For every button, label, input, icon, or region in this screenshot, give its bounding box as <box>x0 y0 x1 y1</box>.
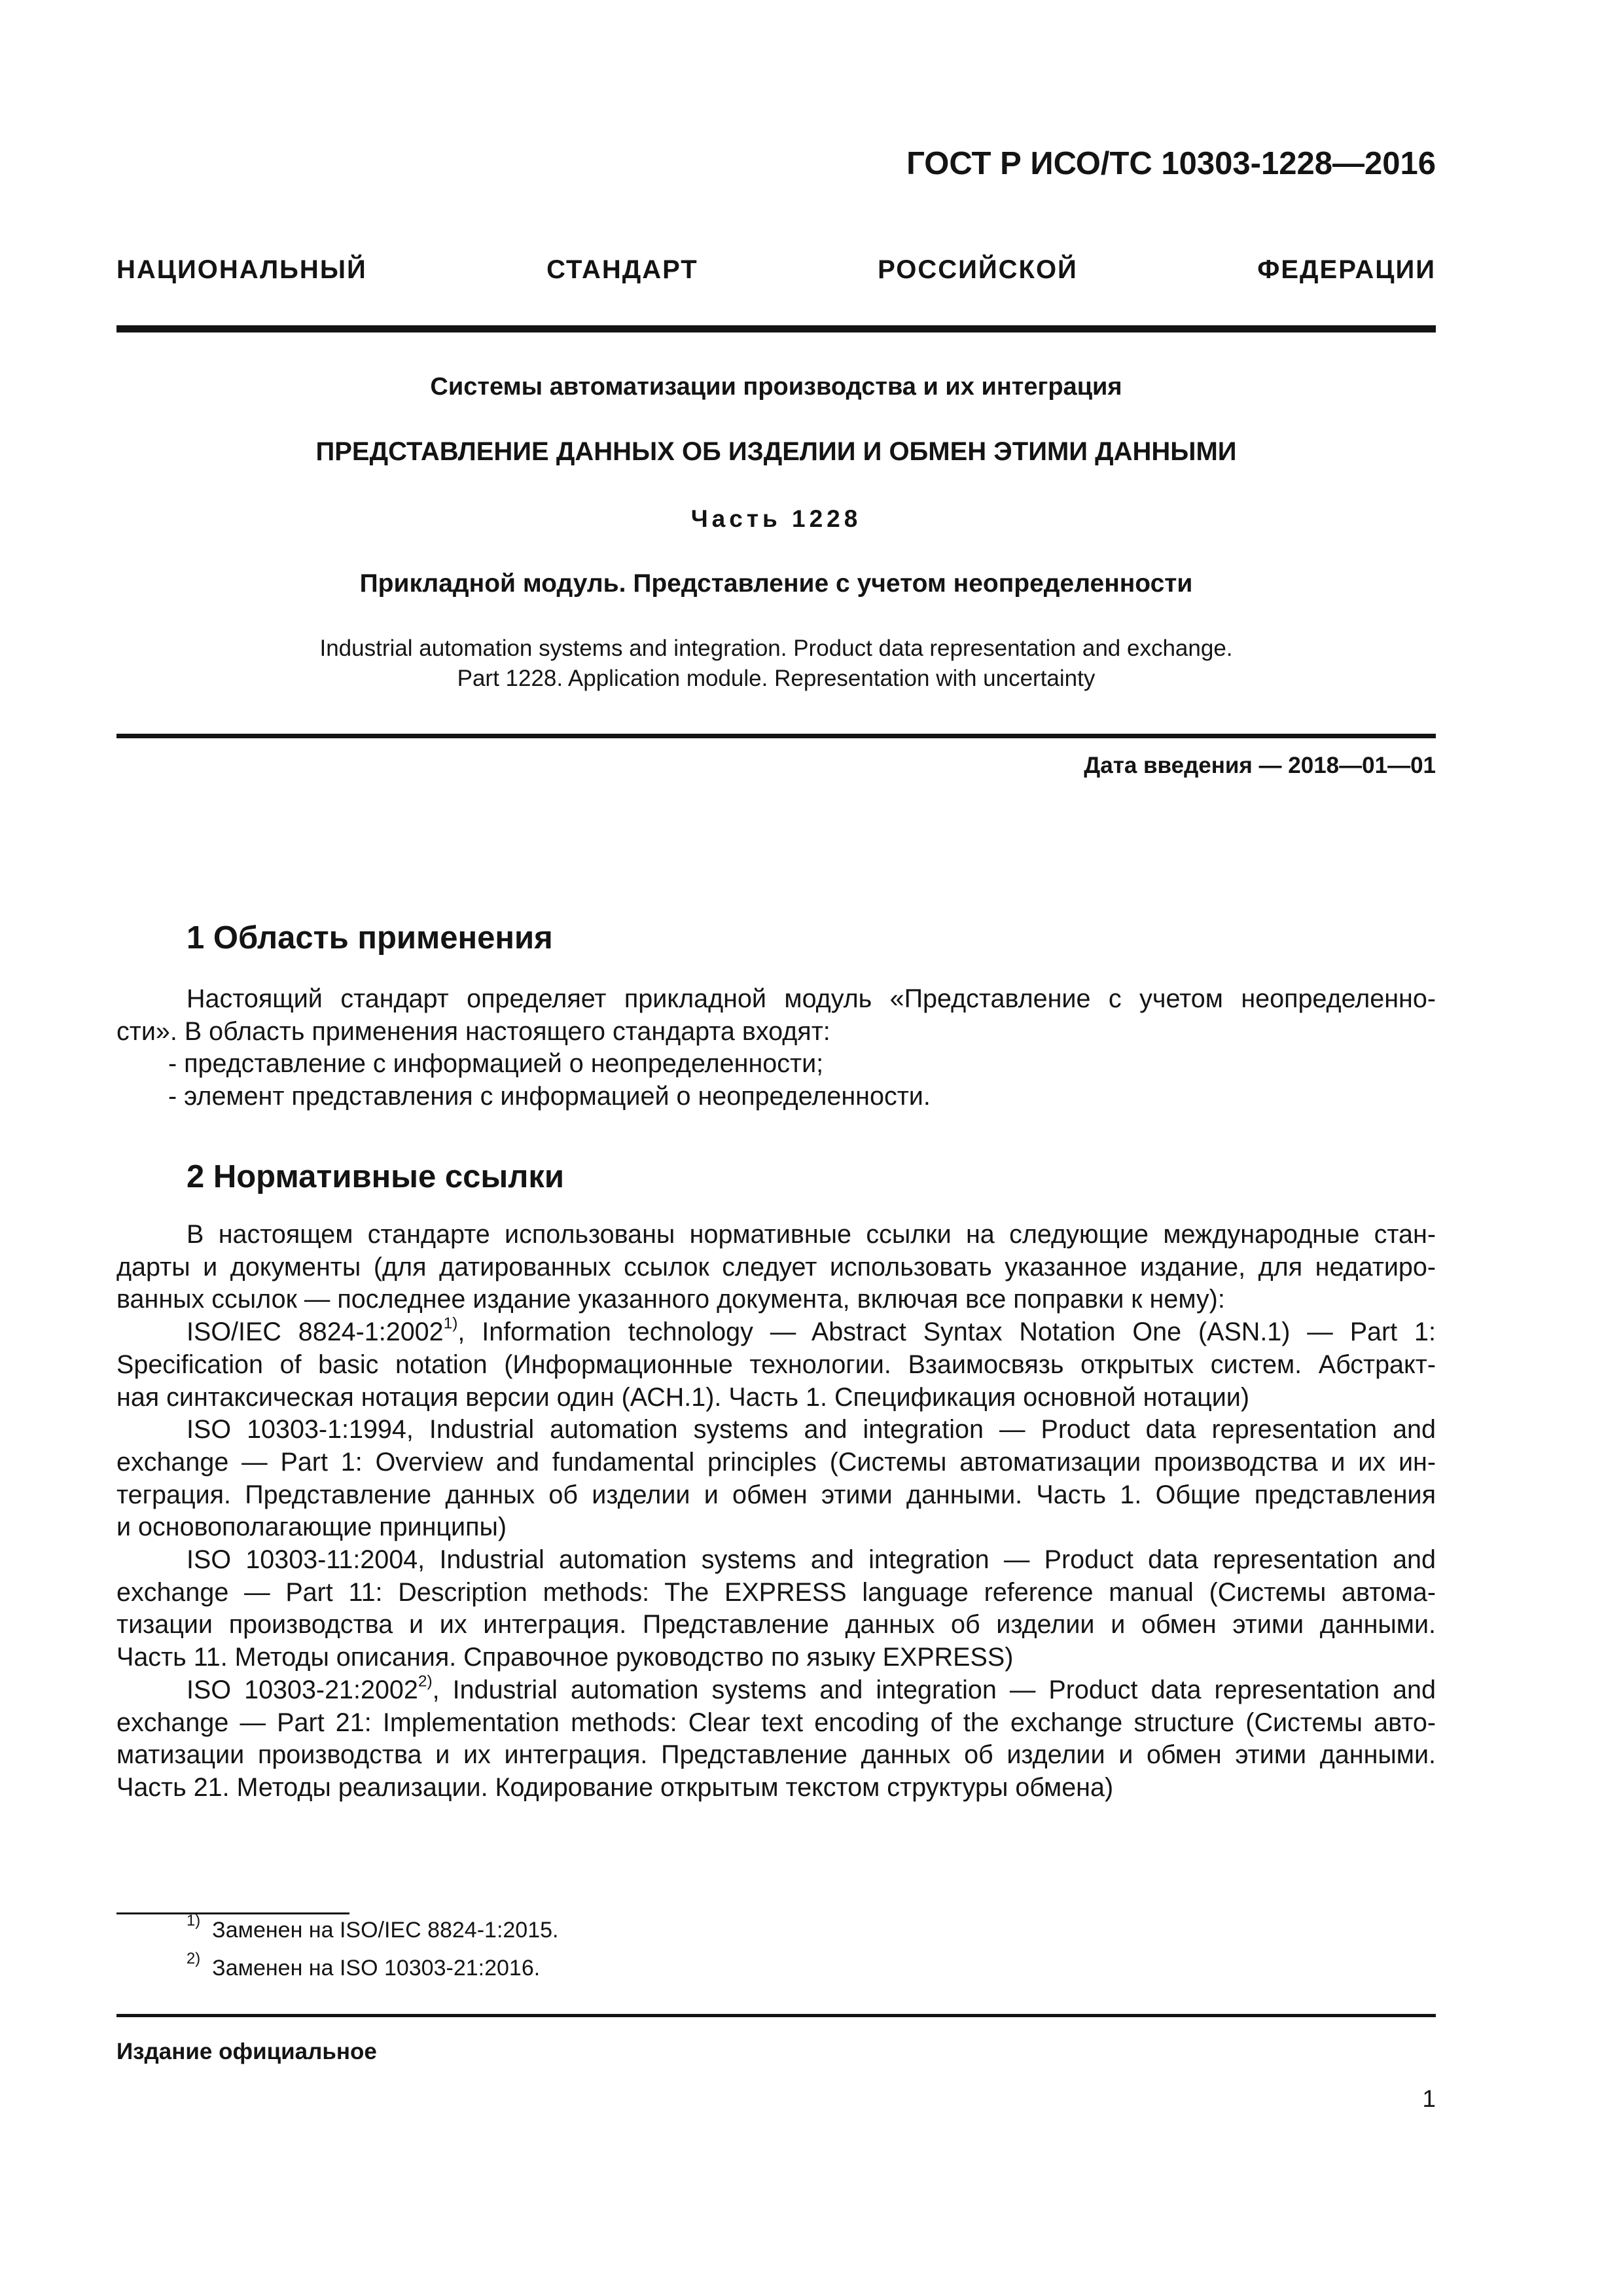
english-title-line-1: Industrial automation systems and integration. Product data representation and exchange. <box>319 636 1233 661</box>
reference-3-line-2: exchange — Part 11: Description methods: The EXPRESS language reference manual (Системы автома- <box>116 1577 1436 1607</box>
english-title-line-2: Part 1228. Application module. Representation with uncertainty <box>457 666 1096 691</box>
footnote-1-text: Заменен на ISO/IEC 8824-1:2015. <box>212 1918 559 1943</box>
reference-4-id: ISO 10303-21:2002 <box>187 1675 418 1704</box>
reference-1-title: , Information technology — Abstract Syntax Notation One (ASN.1) — Part 1: <box>457 1318 1436 1347</box>
title-rule <box>116 734 1436 738</box>
footnote-2-mark: 2) <box>187 1950 201 1968</box>
section-1-heading: 1 Область применения <box>187 920 553 956</box>
title-part: Часть 1228 <box>690 505 862 532</box>
document-code: ГОСТ Р ИСО/ТС 10303-1228—2016 <box>906 146 1436 181</box>
reference-2-line-4: и основополагающие принципы) <box>116 1513 507 1542</box>
reference-1-line-2: Specification of basic notation (Информационные технологии. Взаимосвязь открытых систем. Абстракт- <box>116 1350 1436 1379</box>
footnote-ref-2: 2) <box>418 1672 433 1691</box>
footnote-1-mark: 1) <box>187 1912 201 1930</box>
reference-2-line-1: ISO 10303-1:1994, Industrial automation systems and integration — Product data representation and <box>187 1415 1436 1444</box>
section-1-line-2: сти». В область применения настоящего стандарта входят: <box>116 1016 830 1046</box>
reference-3-line-3: тизации производства и их интеграция. Представление данных об изделии и обмен этими данными. <box>116 1610 1436 1640</box>
scope-item-2: - элемент представления с информацией о неопределенности. <box>168 1082 931 1111</box>
reference-1-line-1 <box>116 1316 1436 1349</box>
reference-4-line-1 <box>116 1674 1436 1707</box>
reference-3-line-4: Часть 11. Методы описания. Справочное руководство по языку EXPRESS) <box>116 1643 1014 1672</box>
footnote-2-text: Заменен на ISO 10303-21:2016. <box>212 1956 541 1981</box>
title-main: ПРЕДСТАВЛЕНИЕ ДАННЫХ ОБ ИЗДЕЛИИ И ОБМЕН ЭТИМИ ДАННЫМИ <box>315 437 1237 466</box>
section-2-intro-line-1: В настоящем стандарте использованы нормативные ссылки на следующие международные стан- <box>187 1220 1436 1249</box>
section-2-heading: 2 Нормативные ссылки <box>187 1159 564 1194</box>
reference-1-line-3: ная синтаксическая нотация версии один (АСН.1). Часть 1. Спецификация основной нотации) <box>116 1382 1249 1412</box>
header-rule <box>116 325 1436 332</box>
reference-3-line-1: ISO 10303-11:2004, Industrial automation systems and integration — Product data representation and <box>187 1545 1436 1575</box>
reference-4-title: , Industrial automation systems and integration — Product data representation and <box>432 1675 1436 1704</box>
section-2-body <box>116 1219 1436 1804</box>
page-number: 1 <box>1422 2085 1436 2112</box>
footer-rule <box>116 2014 1436 2017</box>
reference-4-line-2: exchange — Part 21: Implementation methods: Clear text encoding of the exchange structure (Системы авто- <box>116 1708 1436 1737</box>
reference-4-line-4: Часть 21. Методы реализации. Кодирование открытым текстом структуры обмена) <box>116 1772 1114 1802</box>
reference-2-line-3: теграция. Представление данных об изделии и обмен этими данными. Часть 1. Общие представления <box>116 1480 1436 1509</box>
title-series: Системы автоматизации производства и их интеграция <box>430 373 1122 401</box>
reference-4-line-3: матизации производства и их интеграция. Представление данных об изделии и обмен этими данными. <box>116 1740 1436 1770</box>
section-2-intro-line-3: ванных ссылок — последнее издание указанного документа, включая все поправки к нему): <box>116 1285 1225 1314</box>
official-edition-label: Издание официальное <box>116 2039 377 2064</box>
footnote-separator <box>116 1912 349 1914</box>
footnote-ref-1: 1) <box>443 1314 458 1333</box>
national-standard-banner: НАЦИОНАЛЬНЫЙ СТАНДАРТ РОССИЙСКОЙ ФЕДЕРАЦИИ <box>116 255 1436 284</box>
title-subtitle: Прикладной модуль. Представление с учетом неопределенности <box>359 569 1193 598</box>
footnote-2 <box>187 1950 541 1981</box>
reference-1-id: ISO/IEC 8824-1:2002 <box>187 1318 444 1347</box>
english-title <box>116 634 1436 694</box>
introduction-date: Дата введения — 2018—01—01 <box>1084 753 1436 778</box>
footnote-1 <box>187 1912 559 1943</box>
reference-2-line-2: exchange — Part 1: Overview and fundamental principles (Системы автоматизации производства и их ин- <box>116 1447 1436 1477</box>
section-1-body <box>116 983 1436 1113</box>
scope-item-1: - представление с информацией о неопределенности; <box>168 1049 824 1079</box>
section-2-intro-line-2: дарты и документы (для датированных ссылок следует использовать указанное издание, для недатиро- <box>116 1252 1436 1282</box>
section-1-line-1: Настоящий стандарт определяет прикладной модуль «Представление с учетом неопределенно- <box>187 984 1436 1013</box>
